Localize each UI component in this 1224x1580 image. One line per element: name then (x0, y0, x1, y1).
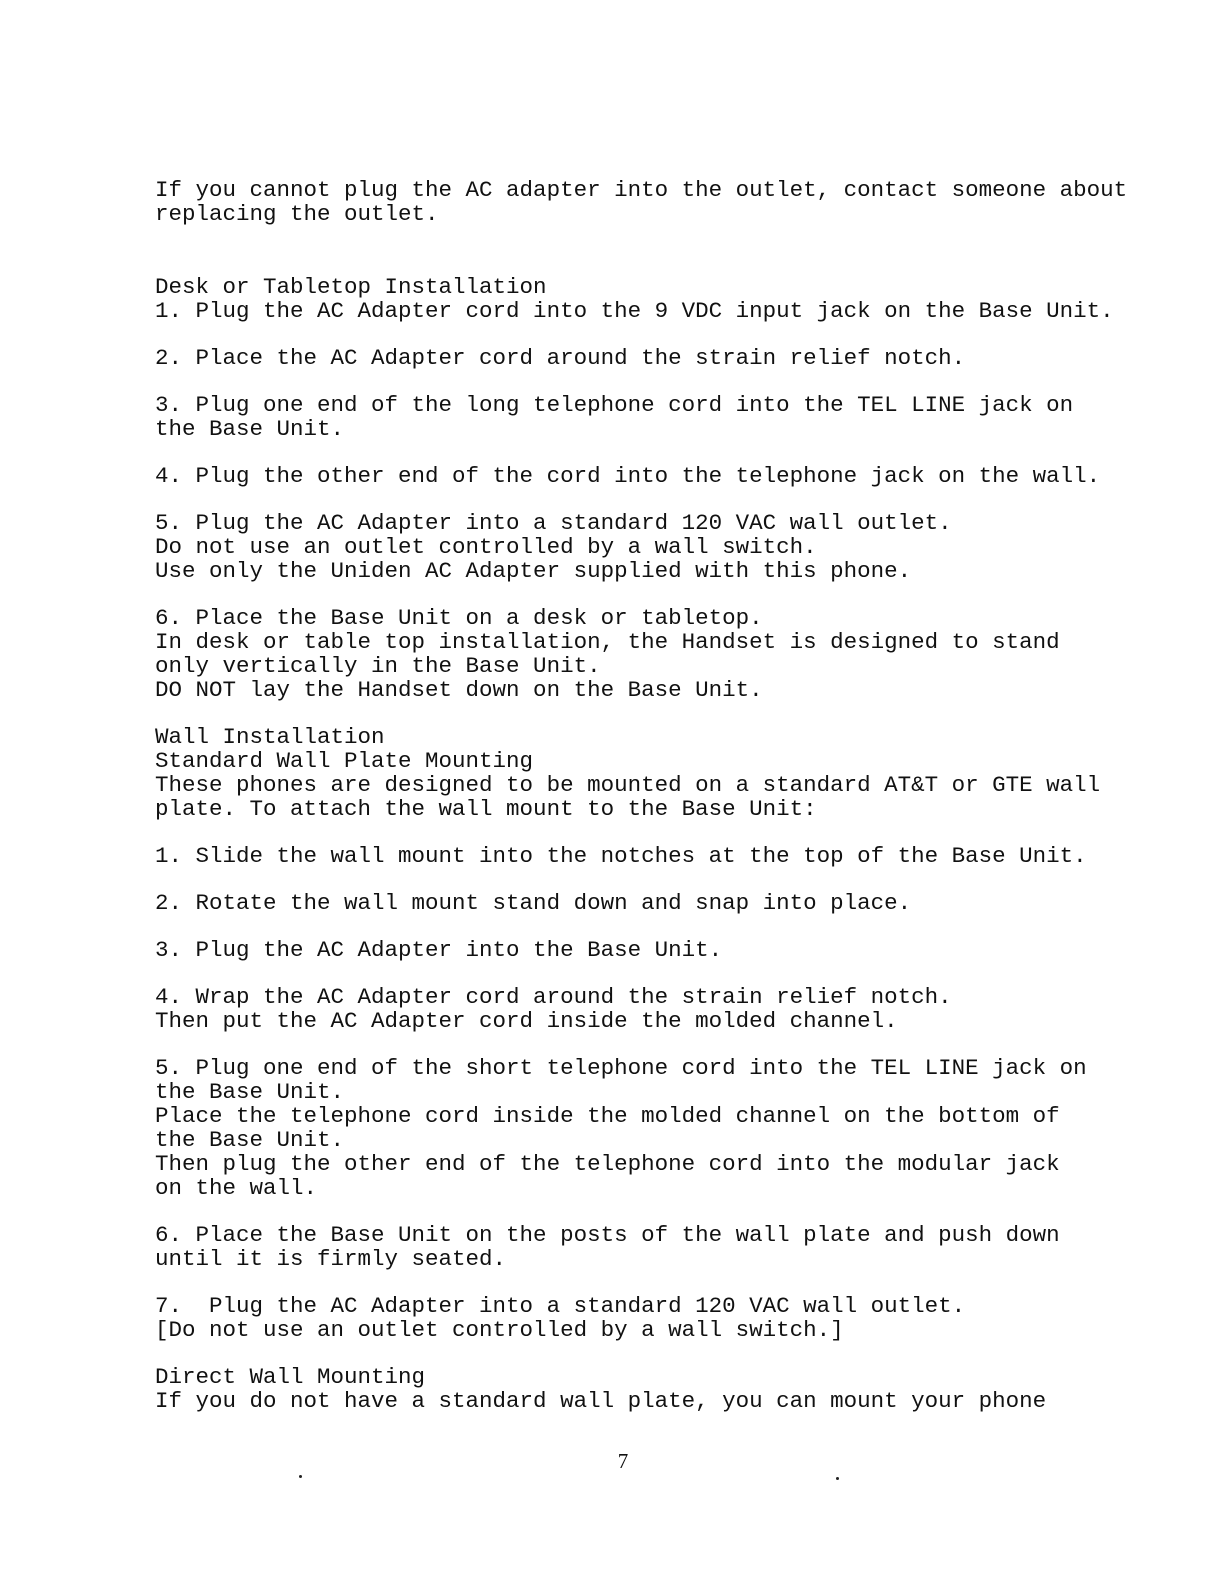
text-line: 3. Plug one end of the long telephone cord into the TEL LINE jack on (155, 392, 1074, 418)
document-body (155, 177, 1128, 1436)
text-line: 4. Wrap the AC Adapter cord around the strain relief notch. (155, 984, 952, 1010)
paragraph-direct-wall-mounting (155, 1365, 1115, 1413)
text-line: 2. Place the AC Adapter cord around the strain relief notch. (155, 345, 966, 371)
text-line: Use only the Uniden AC Adapter supplied with this phone. (155, 558, 912, 584)
paragraph-outlet-note (155, 177, 1128, 227)
paragraph-wall-step-4 (155, 985, 1115, 1033)
paragraph-wall-step-7 (155, 1294, 1115, 1342)
text-line: plate. To attach the wall mount to the Base Unit: (155, 796, 817, 822)
scan-speck (299, 1475, 302, 1478)
paragraph-desk-step-1 (155, 275, 1115, 323)
text-line: 6. Place the Base Unit on a desk or tabletop. (155, 605, 763, 631)
text-line: Do not use an outlet controlled by a wall switch. (155, 534, 817, 560)
text-line: 7. Plug the AC Adapter into a standard 120 VAC wall outlet. (155, 1293, 966, 1319)
text-line: the Base Unit. (155, 1127, 345, 1153)
text-line: If you cannot plug the AC adapter into the outlet, contact someone about (155, 177, 1128, 203)
text-line: 2. Rotate the wall mount stand down and snap into place. (155, 890, 912, 916)
text-line: Then plug the other end of the telephone cord into the modular jack (155, 1151, 1060, 1177)
text-line: 1. Plug the AC Adapter cord into the 9 VDC input jack on the Base Unit. (155, 298, 1114, 324)
paragraph-wall-step-2 (155, 891, 1115, 915)
text-line: In desk or table top installation, the Handset is designed to stand (155, 629, 1060, 655)
text-line: [Do not use an outlet controlled by a wall switch.] (155, 1317, 844, 1343)
text-line: on the wall. (155, 1175, 318, 1201)
paragraph-wall-step-5 (155, 1056, 1115, 1200)
text-line: 6. Place the Base Unit on the posts of the wall plate and push down (155, 1222, 1060, 1248)
text-line: 5. Plug one end of the short telephone cord into the TEL LINE jack on (155, 1055, 1087, 1081)
paragraph-wall-step-6 (155, 1223, 1115, 1271)
paragraph-desk-step-5 (155, 511, 1115, 583)
scan-speck (836, 1477, 839, 1480)
text-line: 5. Plug the AC Adapter into a standard 120 VAC wall outlet. (155, 510, 952, 536)
text-line: 4. Plug the other end of the cord into the telephone jack on the wall. (155, 463, 1101, 489)
text-line: 1. Slide the wall mount into the notches at the top of the Base Unit. (155, 843, 1087, 869)
paragraph-wall-step-1 (155, 844, 1115, 868)
paragraph-desk-step-6 (155, 606, 1115, 702)
text-line: 3. Plug the AC Adapter into the Base Unit. (155, 937, 723, 963)
text-line: only vertically in the Base Unit. (155, 653, 601, 679)
subsection-heading: Standard Wall Plate Mounting (155, 748, 534, 774)
section-heading: Direct Wall Mounting (155, 1364, 426, 1390)
text-line: replacing the outlet. (155, 201, 439, 227)
paragraph-desk-step-3 (155, 393, 1115, 441)
text-line: the Base Unit. (155, 416, 345, 442)
section-heading: Desk or Tabletop Installation (155, 274, 547, 300)
section-heading: Wall Installation (155, 724, 385, 750)
text-line: the Base Unit. (155, 1079, 345, 1105)
text-line: Place the telephone cord inside the molded channel on the bottom of (155, 1103, 1060, 1129)
page-number: 7 (617, 1449, 629, 1473)
paragraph-wall-step-3 (155, 938, 1115, 962)
text-line: Then put the AC Adapter cord inside the molded channel. (155, 1008, 898, 1034)
paragraph-desk-step-2 (155, 346, 1115, 370)
text-line: If you do not have a standard wall plate, you can mount your phone (155, 1388, 1047, 1414)
paragraph-desk-step-4 (155, 464, 1115, 488)
paragraph-wall-installation (155, 725, 1115, 821)
text-line: DO NOT lay the Handset down on the Base Unit. (155, 677, 763, 703)
text-line: until it is firmly seated. (155, 1246, 507, 1272)
text-line: These phones are designed to be mounted on a standard AT&T or GTE wall (155, 772, 1101, 798)
